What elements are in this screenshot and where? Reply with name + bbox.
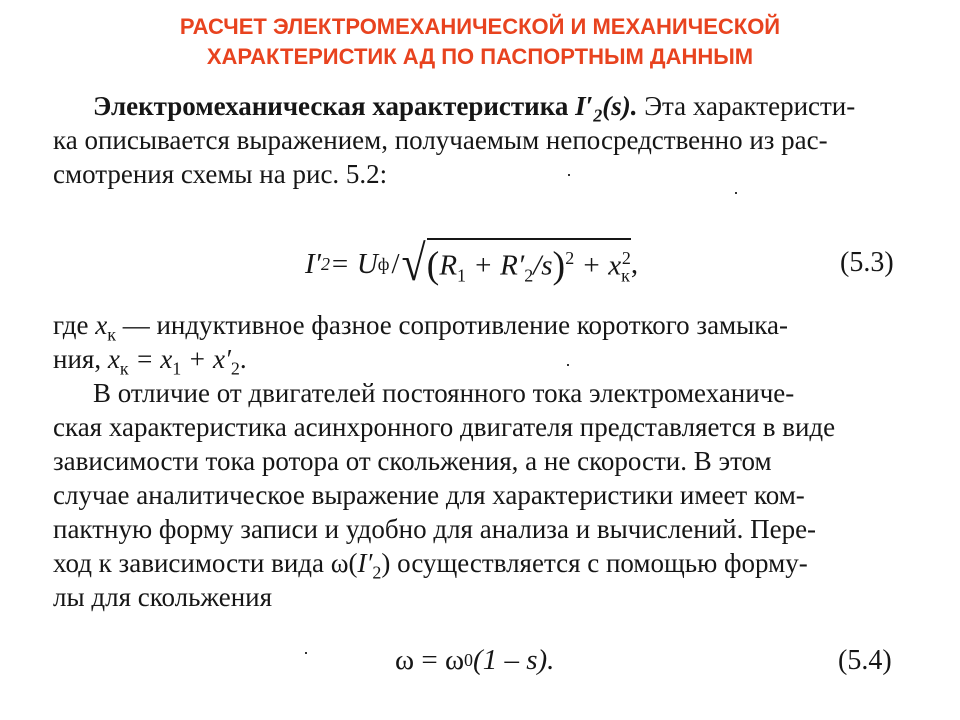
text-line-10: пактную форму записи и удобно для анализа и вычислений. Пере-: [53, 514, 817, 544]
text-line-2: ка описывается выражением, получаемым непосредственно из рас-: [53, 125, 828, 155]
heading-electromechanical-characteristic: Электромеханическая характеристика: [93, 91, 569, 121]
scan-speck: [305, 652, 307, 654]
radicand: $(R_1 + R'_2/s)^2 + x_к^2$: [427, 238, 631, 290]
text-line-9: случае аналитическое выражение для характеристики имеет ком-: [53, 480, 805, 510]
line-1-rest: Эта характеристи-: [637, 91, 856, 121]
formula-5-4: ω = ω 0 (1 – s).: [395, 644, 555, 676]
text-line-5: ния, $x_к = x_1 + x'_2$.: [53, 344, 247, 379]
text-line-11: ход к зависимости вида $\omega(I'_2)$ осуществляется с помощью форму-: [53, 548, 808, 583]
text-line-7: ская характеристика асинхронного двигателя представляется в виде: [53, 412, 836, 442]
text-line-6: В отличие от двигателей постоянного тока электромеханиче-: [93, 378, 795, 408]
current-symbol: $I'_2(s)$.: [575, 91, 638, 126]
slide-title-line-1: РАСЧЕТ ЭЛЕКТРОМЕХАНИЧЕСКОЙ И МЕХАНИЧЕСКОЙ: [179, 14, 781, 39]
scan-speck: [568, 174, 570, 176]
text-line-8: зависимости тока ротора от скольжения, а не скорости. В этом: [53, 446, 772, 476]
scan-speck: [735, 192, 737, 194]
formula-5-3: I′ 2 = U ф / √ $(R_1 + R'_2/s)^2 + x_к^2$ ,: [305, 235, 639, 292]
slide-title-line-2: ХАРАКТЕРИСТИК АД ПО ПАСПОРТНЫМ ДАННЫМ: [206, 44, 754, 69]
text-line-12: лы для скольжения: [53, 582, 273, 612]
text-line-3: смотрения схемы на рис. 5.2:: [53, 159, 388, 189]
equation-number-5-3: (5.3): [840, 247, 894, 278]
scan-speck: [567, 364, 569, 366]
equation-number-5-4: (5.4): [838, 645, 892, 676]
text-line-4: где $x_к$ — индуктивное фазное сопротивление короткого замыка-: [53, 310, 788, 345]
sqrt-sign: √: [401, 235, 426, 292]
